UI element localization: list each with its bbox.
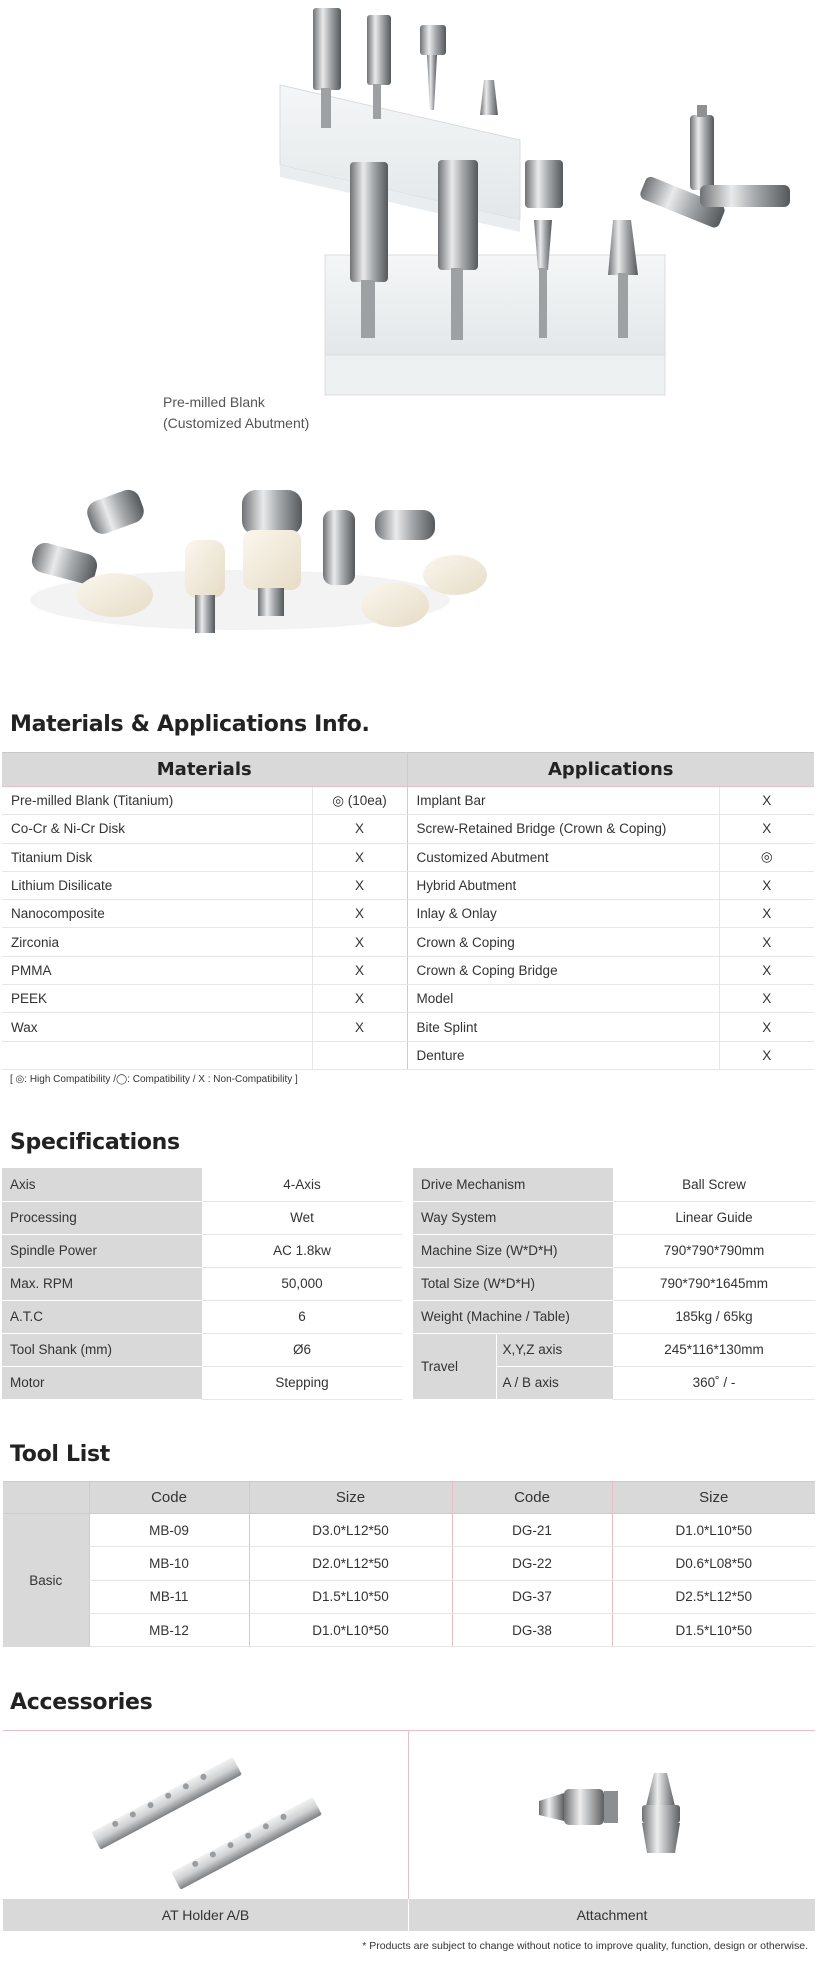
spec-value: AC 1.8kw [202, 1234, 402, 1267]
spec-label: Drive Mechanism [413, 1168, 613, 1201]
material-compatibility [312, 1041, 407, 1069]
application-compatibility: X [719, 956, 814, 984]
tool-size: D3.0*L12*50 [249, 1514, 452, 1547]
material-name: Co-Cr & Ni-Cr Disk [2, 815, 312, 843]
spec-label: Tool Shank (mm) [2, 1333, 202, 1366]
tool-list-title: Tool List [10, 1442, 110, 1467]
spec-table-left [2, 1168, 402, 1400]
attachment-image [409, 1731, 815, 1899]
spec-row [413, 1234, 815, 1267]
table-row [2, 815, 814, 843]
application-name: Implant Bar [407, 787, 719, 815]
spec-row [413, 1201, 815, 1234]
tool-code: DG-37 [452, 1580, 612, 1613]
application-name: Model [407, 985, 719, 1013]
spec-label: Machine Size (W*D*H) [413, 1234, 613, 1267]
spec-row-travel [413, 1333, 815, 1366]
table-row [3, 1613, 815, 1646]
travel-axis-label: A / B axis [496, 1366, 613, 1399]
spec-row [2, 1333, 402, 1366]
specifications-title: Specifications [10, 1130, 180, 1155]
materials-header: Materials [2, 753, 407, 787]
table-row [2, 985, 814, 1013]
tool-size: D1.0*L10*50 [612, 1514, 815, 1547]
application-compatibility: X [719, 1013, 814, 1041]
travel-label: Travel [413, 1333, 496, 1399]
tool-group-label: Basic [3, 1514, 89, 1647]
table-row [3, 1547, 815, 1580]
tool-code: MB-09 [89, 1514, 249, 1547]
travel-axis-label: X,Y,Z axis [496, 1333, 613, 1366]
tool-size: D2.0*L12*50 [249, 1547, 452, 1580]
spec-label: Max. RPM [2, 1267, 202, 1300]
spec-value: 790*790*790mm [613, 1234, 815, 1267]
material-compatibility: X [312, 928, 407, 956]
tool-table-corner [3, 1482, 89, 1514]
spec-value: 50,000 [202, 1267, 402, 1300]
application-name: Bite Splint [407, 1013, 719, 1041]
tool-header-size-1: Size [249, 1482, 452, 1514]
application-compatibility: X [719, 985, 814, 1013]
at-holder-image-cell [3, 1731, 409, 1899]
material-compatibility: X [312, 843, 407, 871]
table-row [2, 928, 814, 956]
tool-size: D0.6*L08*50 [612, 1547, 815, 1580]
material-name: Pre-milled Blank (Titanium) [2, 787, 312, 815]
accessories-table [3, 1730, 815, 1923]
application-compatibility: X [719, 928, 814, 956]
material-name: Lithium Disilicate [2, 871, 312, 899]
spec-label: Weight (Machine / Table) [413, 1300, 613, 1333]
materials-applications-table [2, 752, 814, 1070]
application-compatibility: ◎ [719, 843, 814, 871]
spec-row [2, 1267, 402, 1300]
application-name: Inlay & Onlay [407, 900, 719, 928]
tool-size: D1.5*L10*50 [249, 1580, 452, 1613]
accessory-label-attachment: Attachment [409, 1899, 815, 1931]
spec-row [2, 1234, 402, 1267]
spec-label: Way System [413, 1201, 613, 1234]
compatibility-legend: [ ◎: High Compatibility /◯: Compatibility / X : Non-Compatibility ] [10, 1074, 298, 1085]
material-name [2, 1041, 312, 1069]
tool-code: MB-11 [89, 1580, 249, 1613]
material-compatibility: X [312, 871, 407, 899]
material-compatibility: X [312, 1013, 407, 1041]
spec-label: Total Size (W*D*H) [413, 1267, 613, 1300]
table-row [2, 1041, 814, 1069]
travel-axis-value: 245*116*130mm [613, 1333, 815, 1366]
tool-header-code-2: Code [452, 1482, 612, 1514]
application-name: Crown & Coping [407, 928, 719, 956]
materials-section-title: Materials & Applications Info. [10, 712, 370, 737]
tool-code: MB-10 [89, 1547, 249, 1580]
application-name: Customized Abutment [407, 843, 719, 871]
tool-size: D1.0*L10*50 [249, 1613, 452, 1646]
tool-header-code-1: Code [89, 1482, 249, 1514]
accessories-title: Accessories [10, 1690, 153, 1715]
table-row [2, 900, 814, 928]
tool-list-table [3, 1481, 815, 1647]
material-name: Wax [2, 1013, 312, 1041]
table-row [2, 871, 814, 899]
hero-caption [163, 392, 309, 434]
tool-code: DG-22 [452, 1547, 612, 1580]
table-row [2, 956, 814, 984]
application-compatibility: X [719, 1041, 814, 1069]
table-row [2, 1013, 814, 1041]
spec-row [413, 1168, 815, 1201]
application-compatibility: X [719, 787, 814, 815]
application-name: Crown & Coping Bridge [407, 956, 719, 984]
application-name: Screw-Retained Bridge (Crown & Coping) [407, 815, 719, 843]
spec-row [413, 1267, 815, 1300]
table-row [3, 1580, 815, 1613]
spec-value: 185kg / 65kg [613, 1300, 815, 1333]
spec-label: A.T.C [2, 1300, 202, 1333]
spec-value: 6 [202, 1300, 402, 1333]
tool-size: D1.5*L10*50 [612, 1613, 815, 1646]
spec-label: Motor [2, 1366, 202, 1399]
at-holder-image [3, 1731, 409, 1899]
material-compatibility: X [312, 900, 407, 928]
application-compatibility: X [719, 900, 814, 928]
spec-label: Processing [2, 1201, 202, 1234]
attachment-image-cell [409, 1731, 815, 1899]
accessory-label-at-holder: AT Holder A/B [3, 1899, 409, 1931]
product-photo [0, 0, 820, 700]
material-name: Titanium Disk [2, 843, 312, 871]
tool-header-size-2: Size [612, 1482, 815, 1514]
material-compatibility: X [312, 956, 407, 984]
spec-value: Stepping [202, 1366, 402, 1399]
tool-code: DG-38 [452, 1613, 612, 1646]
spec-value: Wet [202, 1201, 402, 1234]
travel-axis-value: 360˚ / - [613, 1366, 815, 1399]
material-compatibility: ◎ (10ea) [312, 787, 407, 815]
caption-line-2: (Customized Abutment) [163, 415, 310, 431]
table-row [2, 843, 814, 871]
tool-code: DG-21 [452, 1514, 612, 1547]
application-name: Denture [407, 1041, 719, 1069]
tool-code: MB-12 [89, 1613, 249, 1646]
spec-row [2, 1168, 402, 1201]
caption-line-1: Pre-milled Blank [163, 394, 265, 410]
spec-row [2, 1300, 402, 1333]
spec-label: Spindle Power [2, 1234, 202, 1267]
spec-value: 4-Axis [202, 1168, 402, 1201]
material-name: Zirconia [2, 928, 312, 956]
application-compatibility: X [719, 871, 814, 899]
material-compatibility: X [312, 815, 407, 843]
material-name: Nanocomposite [2, 900, 312, 928]
footnote: * Products are subject to change without notice to improve quality, function, design or otherwise. [362, 1940, 808, 1952]
spec-row [2, 1201, 402, 1234]
spec-row [413, 1300, 815, 1333]
application-name: Hybrid Abutment [407, 871, 719, 899]
spec-table-right [413, 1168, 815, 1400]
material-compatibility: X [312, 985, 407, 1013]
tool-size: D2.5*L12*50 [612, 1580, 815, 1613]
material-name: PMMA [2, 956, 312, 984]
material-name: PEEK [2, 985, 312, 1013]
spec-value: 790*790*1645mm [613, 1267, 815, 1300]
spec-label: Axis [2, 1168, 202, 1201]
spec-value: Linear Guide [613, 1201, 815, 1234]
spec-value: Ø6 [202, 1333, 402, 1366]
table-row [3, 1514, 815, 1547]
table-row [2, 787, 814, 815]
applications-header: Applications [407, 753, 814, 787]
application-compatibility: X [719, 815, 814, 843]
milling-blanks-illustration [0, 0, 820, 700]
spec-value: Ball Screw [613, 1168, 815, 1201]
spec-row [2, 1366, 402, 1399]
